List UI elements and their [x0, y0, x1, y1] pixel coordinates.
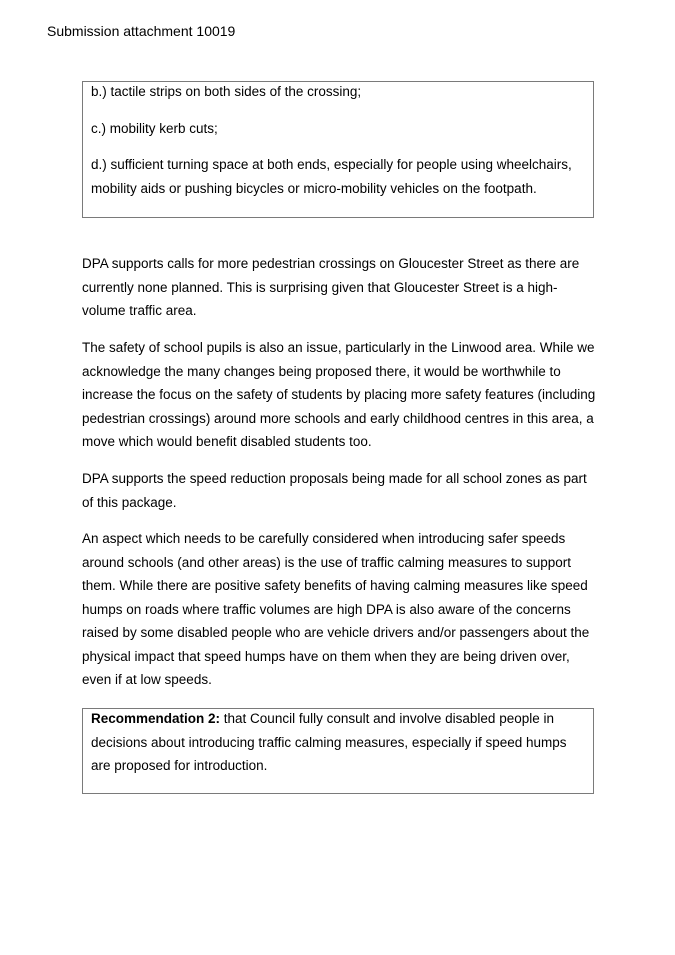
- list-item-kerb-cuts: c.) mobility kerb cuts;: [91, 120, 218, 136]
- recommendation-body: that Council fully consult and involve disabled people in decisions about introducing traffic calming measures, especially if speed humps are proposed for introduction.: [91, 711, 567, 773]
- paragraph-gloucester-street: DPA supports calls for more pedestrian crossings on Gloucester Street as there are currently none planned. This is surprising given that Gloucester Street is a high-volume traffic area.: [82, 256, 580, 318]
- paragraph-speed-reduction: DPA supports the speed reduction proposals being made for all school zones as part of this package.: [82, 471, 587, 510]
- crossing-features-box: [82, 81, 594, 218]
- recommendation-box: [82, 708, 594, 794]
- page-header: Submission attachment 10019: [47, 23, 236, 39]
- list-item-turning-space: d.) sufficient turning space at both ends, especially for people using wheelchairs, mobility aids or pushing bicycles or micro-mobility vehicles on the footpath.: [91, 157, 572, 196]
- paragraph-traffic-calming: An aspect which needs to be carefully considered when introducing safer speeds around schools (and other areas) is the use of traffic calming measures to support them. While there are positive safety benefits of having calming measures like speed humps on roads where traffic volumes are high DPA is also aware of the concerns raised by some disabled people who are vehicle drivers and/or passengers about the physical impact that speed humps have on them when they are being driven over, even if at low speeds.: [82, 531, 590, 687]
- paragraph-school-safety: The safety of school pupils is also an issue, particularly in the Linwood area. While we acknowledge the many changes being proposed there, it would be worthwhile to increase the focus on the safety of students by placing more safety features (including pedestrian crossings) around more schools and early childhood centres in this area, a move which would benefit disabled students too.: [82, 340, 596, 449]
- recommendation-text: [91, 707, 585, 778]
- list-item-tactile-strips: b.) tactile strips on both sides of the crossing;: [91, 84, 362, 99]
- recommendation-label: Recommendation 2:: [91, 711, 221, 726]
